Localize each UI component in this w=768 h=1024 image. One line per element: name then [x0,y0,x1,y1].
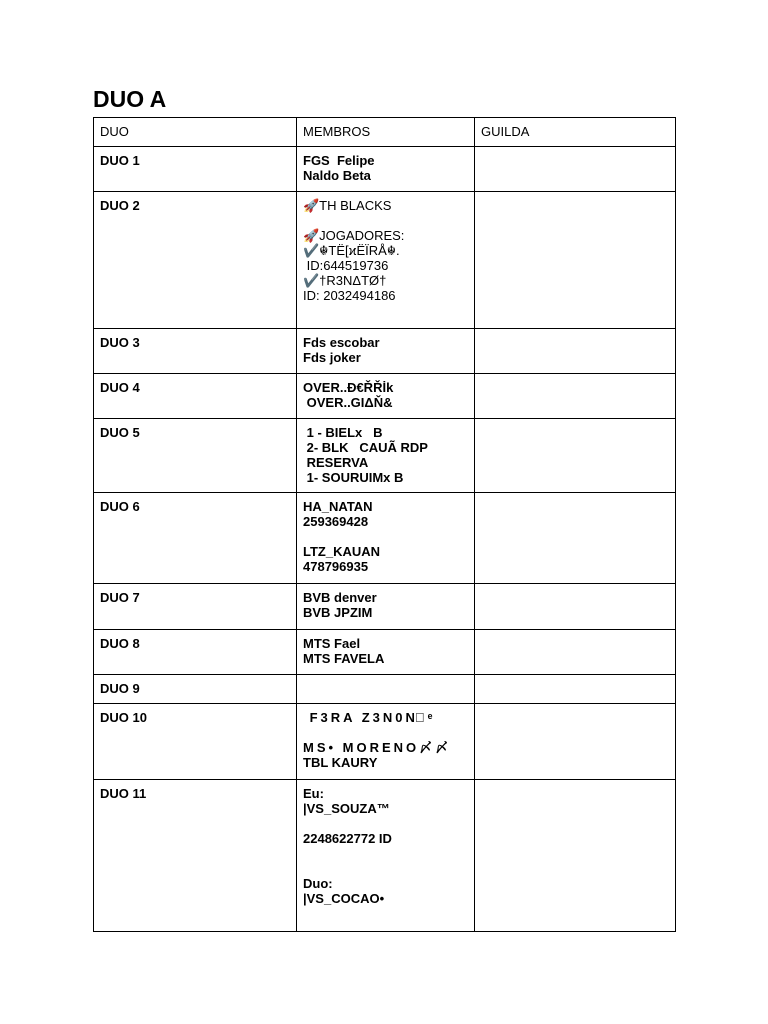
member-line: Eu: [303,786,324,801]
membros-cell [297,675,475,704]
membros-cell [297,147,475,192]
member-line: |VS_COCAO• [303,891,385,906]
duo-table [93,117,676,932]
header-membros: MEMBROS [297,118,475,147]
member-line: 2248622772 ID [303,831,392,846]
duo-cell: DUO 1 [94,147,297,192]
member-line: ✔️☬TË[ϰËÏRÅ☬. [303,243,400,258]
duo-cell: DUO 4 [94,374,297,419]
membros-cell [297,329,475,374]
table-row [94,329,676,374]
table-row [94,192,676,329]
member-line [303,213,468,228]
duo-cell: DUO 7 [94,584,297,630]
guilda-cell [475,584,676,630]
member-line: MTS Fael [303,636,361,651]
table-row [94,675,676,704]
member-line: BVB denver [303,590,377,605]
member-line: 478796935 [303,559,369,574]
header-duo: DUO [94,118,297,147]
table-row [94,147,676,192]
member-line [303,846,468,861]
member-line: TBL KAURY [303,755,378,770]
member-line: RESERVA [303,455,369,470]
header-guilda: GUILDA [475,118,676,147]
guilda-cell [475,419,676,493]
member-line: |VS_SOUZA™ [303,801,390,816]
member-line: F3RA Z3N0N⃠ᵉ [303,710,436,725]
member-line [303,861,468,876]
member-line: Duo: [303,876,333,891]
membros-cell [297,374,475,419]
membros-cell [297,192,475,329]
guilda-cell [475,329,676,374]
member-line: 2- BLK CAUÃ RDP [303,440,428,455]
member-line: MS• MORENO〆〆 [303,740,452,755]
duo-cell: DUO 11 [94,780,297,932]
table-row [94,584,676,630]
table-row [94,630,676,675]
duo-cell: DUO 5 [94,419,297,493]
member-line: Naldo Beta [303,168,371,183]
membros-cell [297,630,475,675]
member-line: 1- SOURUIMx B [303,470,404,485]
guilda-cell [475,704,676,780]
member-line: 🚀JOGADORES: [303,228,405,243]
duo-cell: DUO 9 [94,675,297,704]
member-line: 🚀TH BLACKS [303,198,392,213]
membros-cell [297,780,475,932]
member-line [303,529,468,544]
duo-cell: DUO 3 [94,329,297,374]
page-title: DUO A [93,86,167,112]
member-line: ✔️†R3NΔTØ† [303,273,387,288]
guilda-cell [475,374,676,419]
member-line: Fds escobar [303,335,380,350]
member-line [303,816,468,831]
member-line: FGS Felipe [303,153,375,168]
guilda-cell [475,675,676,704]
member-line: Fds joker [303,350,361,365]
member-line: ID:644519736 [303,258,389,273]
duo-cell: DUO 8 [94,630,297,675]
member-line: LTZ_KAUAN [303,544,381,559]
guilda-cell [475,493,676,584]
member-line: ID: 2032494186 [303,288,396,303]
guilda-cell [475,780,676,932]
member-line: OVER..Ð€ŘŘİk [303,380,394,395]
table-row [94,374,676,419]
guilda-cell [475,147,676,192]
duo-cell: DUO 6 [94,493,297,584]
member-line: OVER..GIΔŇ& [303,395,393,410]
membros-cell [297,419,475,493]
member-line: HA_NATAN [303,499,373,514]
guilda-cell [475,192,676,329]
table-header-row [94,118,676,147]
table-row [94,419,676,493]
member-line: BVB JPZIM [303,605,373,620]
member-line [303,725,468,740]
member-line: 1 - BIELx B [303,425,383,440]
table-row [94,780,676,932]
membros-cell [297,493,475,584]
duo-cell: DUO 10 [94,704,297,780]
member-line: MTS FAVELA [303,651,385,666]
guilda-cell [475,630,676,675]
duo-cell: DUO 2 [94,192,297,329]
table-row [94,493,676,584]
membros-cell [297,584,475,630]
member-line: 259369428 [303,514,369,529]
table-row [94,704,676,780]
membros-cell [297,704,475,780]
